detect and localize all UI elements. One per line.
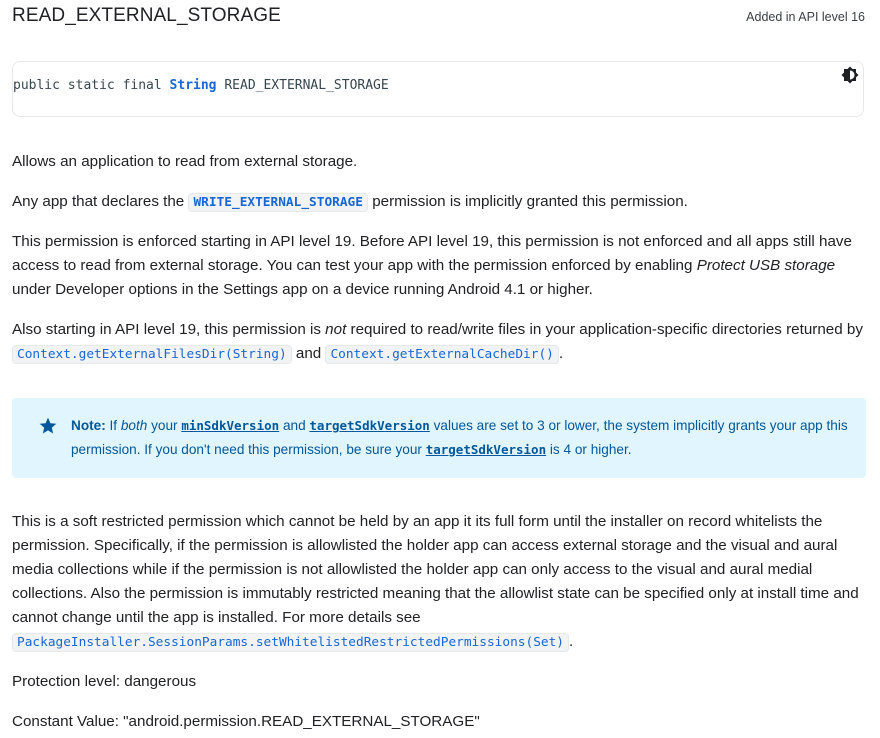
description-summary: Allows an application to read from external storage. [12,153,358,170]
write-external-storage-link[interactable]: WRITE_EXTERNAL_STORAGE [188,193,368,212]
description-enforcement [12,230,868,302]
text: . [558,345,564,362]
description-write-permission [12,190,868,215]
signature-type-link[interactable]: String [169,78,217,93]
emphasis: not [325,321,347,338]
description-soft-restricted [12,510,868,655]
signature-field-name: READ_EXTERNAL_STORAGE [216,78,389,93]
text: is 4 or higher. [546,442,632,457]
text: under Developer options in the Settings app on a device running Android 4.1 or higher. [12,281,593,298]
target-sdk-version-link[interactable]: targetSdkVersion [309,418,430,433]
signature-modifiers: public static final [13,78,170,93]
text: This is a soft restricted permission which cannot be held by an app it its full form until the installer on record whitelists the permission. Specifically, if the permission is allowlisted the holder app can access external storage and the visual and aural media collections while if the permission is not allowlisted the holder app can only access to the visual and aural medial collections. Also the permission is immutably restricted meaning that the allowlist state can be specified only at install time and cannot change until the app is installed. For more details see [12,513,859,626]
note-label: Note: [71,418,106,433]
text: required to read/write files in your application-specific directories returned by [346,321,863,338]
emphasis: both [120,418,148,433]
text: your [147,418,182,433]
text: This permission is enforced starting in API level 19. Before API level 19, this permission is not enforced and all apps still have access to read from external storage. You can test your app with the permission enforced by enabling [12,233,852,274]
min-sdk-version-link[interactable]: minSdkVersion [181,418,280,433]
target-sdk-version-link-2[interactable]: targetSdkVersion [425,442,547,457]
text: Any app that declares the [12,193,189,210]
theme-brightness-icon[interactable] [841,66,859,84]
text: and [279,418,310,433]
star-icon [38,416,58,436]
page-title: READ_EXTERNAL_STORAGE [12,5,281,26]
text: . [569,633,574,650]
protection-level: Protection level: dangerous [12,673,197,690]
constant-value: Constant Value: "android.permission.READ_EXTERNAL_STORAGE" [12,713,480,730]
note-callout [12,398,866,478]
set-whitelisted-restricted-permissions-link[interactable]: PackageInstaller.SessionParams.setWhitelistedRestrictedPermissions(Set) [12,633,569,652]
emphasis: Protect USB storage [696,257,836,274]
text: permission is implicitly granted this permission. [367,193,688,210]
description-app-specific-dirs [12,318,868,367]
added-in-api-level: Added in API level 16 [746,10,865,24]
signature-code-block [12,61,864,117]
text: Also starting in API level 19, this permission is [12,321,326,338]
text: and [291,345,326,362]
text: If [105,418,121,433]
get-external-files-dir-link[interactable]: Context.getExternalFilesDir(String) [12,345,292,364]
text: values are set to 3 or lower, the system implicitly grants your app this permission. If you don't need this permission, be sure your [71,418,848,457]
signature-code [13,78,389,93]
note-text [71,414,851,462]
get-external-cache-dir-link[interactable]: Context.getExternalCacheDir() [325,345,558,364]
